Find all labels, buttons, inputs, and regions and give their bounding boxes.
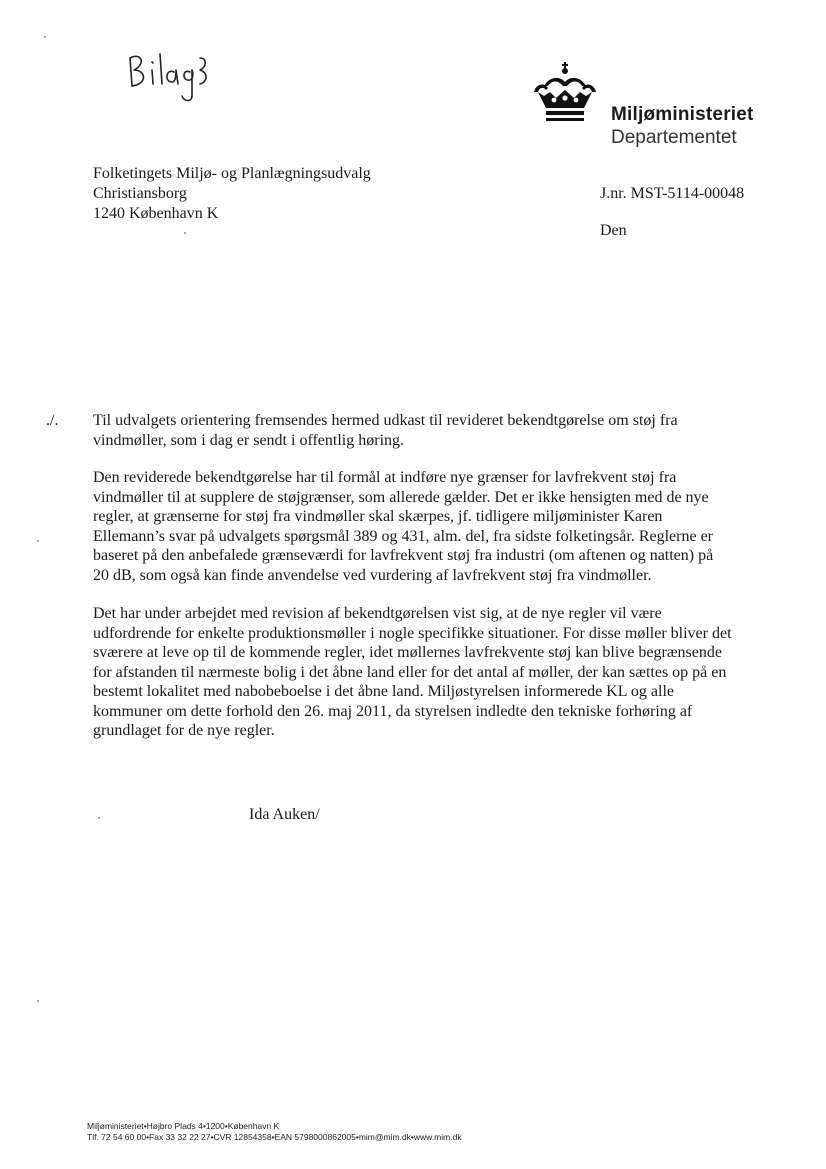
scan-speck (37, 540, 39, 542)
letterhead (611, 104, 754, 150)
scan-speck (37, 1000, 39, 1002)
recipient-line-3: 1240 København K (93, 205, 219, 222)
journal-number: J.nr. MST-5114-00048 (600, 185, 745, 202)
date-label: Den (600, 222, 627, 239)
handwritten-annotation (120, 40, 210, 110)
footer-contact: Tlf. 72 54 60 00•Fax 33 32 22 27•CVR 12854358•EAN 5798000862005•mim@mim.dk•www.mim.dk (87, 1132, 462, 1142)
enclosure-mark: ./. (46, 412, 59, 429)
recipient-line-1: Folketingets Miljø- og Planlægningsudvalg (93, 165, 371, 182)
body-paragraph-1: Til udvalgets orientering fremsendes hermed udkast til revideret bekendtgørelse om støj fra vindmøller, som i dag er sendt i offentlig høring. (93, 412, 678, 449)
recipient-line-2: Christiansborg (93, 185, 187, 202)
body-paragraph-2: Den reviderede bekendtgørelse har til formål at indføre nye grænser for lavfrekvent støj fra vindmøller til at supplere de støjgrænser, som allerede gælder. Det er ikke hensigten med de nye regler, at grænserne for støj fra vindmøller skal skærpes, jf. tidligere miljøminister Karen Ellemann’s svar på udvalgets spørgsmål 389 og 431, alm. del, fra sidste folketingsår. Reglerne er baseret på den anbefalede grænseværdi for lavfrekvent støj fra industri (om aftenen og natten) på 20 dB, som også kan finde anvendelse ved vurdering af lavfrekvent støj fra vindmøller. (93, 469, 714, 584)
footer-address: Miljøministeriet•Højbro Plads 4•1200•København K (87, 1121, 280, 1131)
scan-speck (44, 36, 46, 38)
ministry-name: Miljøministeriet (611, 104, 754, 125)
crown-icon (530, 62, 600, 126)
signature: Ida Auken/ (249, 806, 320, 823)
scan-speck (184, 232, 186, 234)
scan-speck (98, 817, 100, 819)
recipient-address (93, 164, 371, 224)
department-name: Departementet (611, 127, 737, 148)
body-paragraph-3: Det har under arbejdet med revision af bekendtgørelsen vist sig, at de nye regler vil være udfordrende for enkelte produktionsmøller i nogle specifikke situationer. For disse møller bliver det sværere at leve op til de kommende regler, idet møllernes lavfrekvente støj kan blive begrænsende for afstanden til nærmeste bolig i det åbne land eller for det antal af møller, der kan sættes op på en bestemt lokalitet med nabobeboelse i det åbne land. Miljøstyrelsen informerede KL og alle kommuner om dette forhold den 26. maj 2011, da styrelsen indledte den tekniske forhøring af grundlaget for de nye regler. (93, 605, 732, 739)
footer (87, 1121, 462, 1143)
